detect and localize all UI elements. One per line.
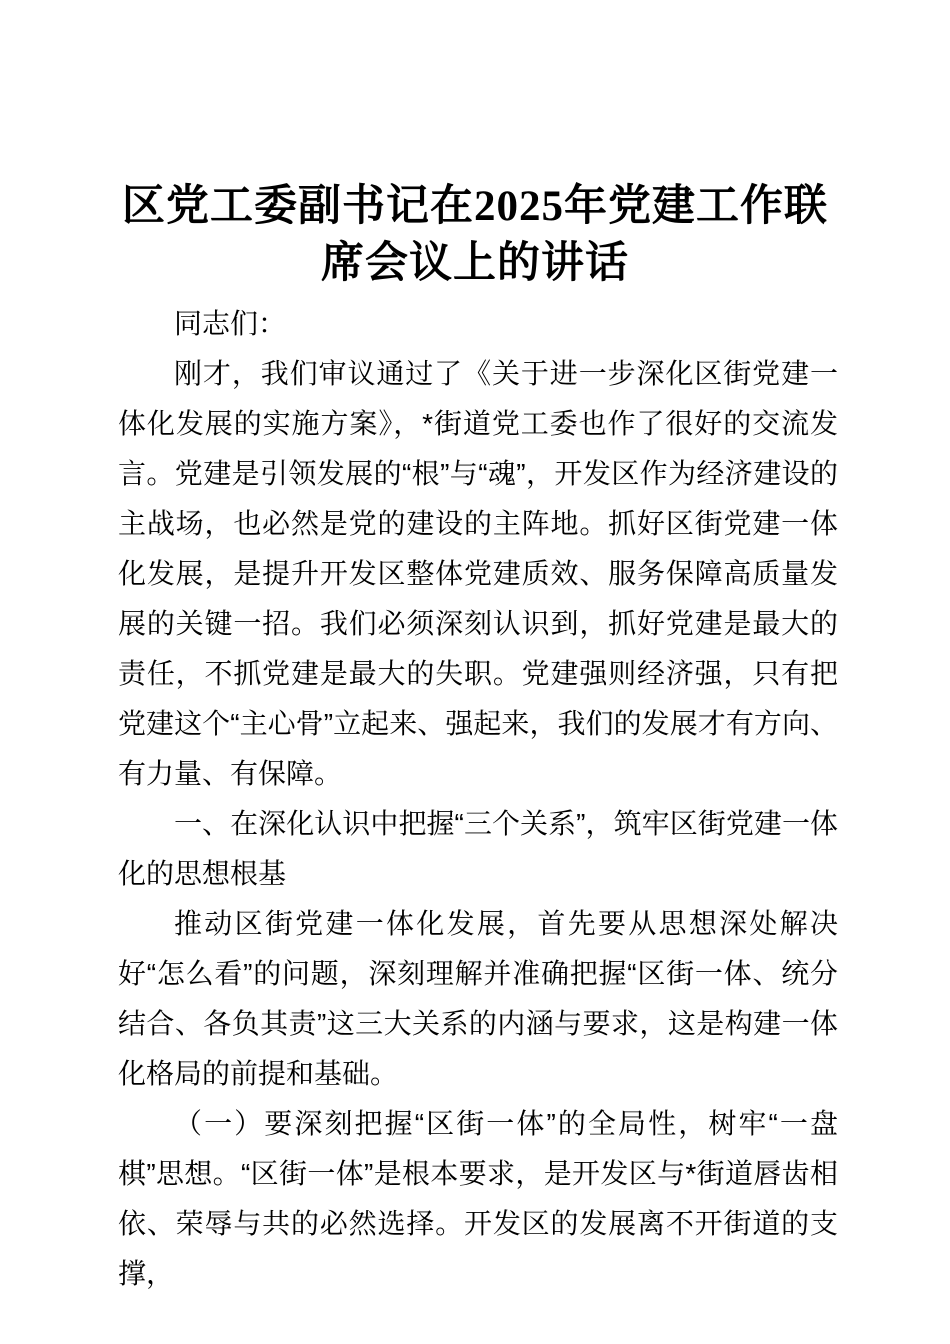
section-heading-1: 一、在深化认识中把握“三个关系”，筑牢区街党建一体化的思想根基 [118,808,838,889]
document-body [118,299,838,1299]
paragraph-opening: 刚才，我们审议通过了《关于进一步深化区街党建一体化发展的实施方案》，*街道党工委也作了很好的交流发言。党建是引领发展的“根”与“魂”，开发区作为经济建设的主战场，也必然是党的建设的主阵地。抓好区街党建一体化发展，是提升开发区整体党建质效、服务保障高质量发展的关键一招。我们必须深刻认识到，抓好党建是最大的责任，不抓党建是最大的失职。党建强则经济强，只有把党建这个“主心骨”立起来、强起来，我们的发展才有方向、有力量、有保障。 [118,358,838,789]
paragraph-section-intro: 推动区街党建一体化发展，首先要从思想深处解决好“怎么看”的问题，深刻理解并准确把握“区街一体、统分结合、各负其责”这三大关系的内涵与要求，这是构建一体化格局的前提和基础。 [118,908,838,1089]
document-title: 区党工委副书记在2025年党建工作联席会议上的讲话 [122,183,828,287]
salutation: 同志们： [174,308,287,339]
paragraph-subsection-1: （一）要深刻把握“区街一体”的全局性，树牢“一盘棋”思想。“区街一体”是根本要求，是开发区与*街道唇齿相依、荣辱与共的必然选择。开发区的发展离不开街道的支撑， [118,1108,838,1289]
